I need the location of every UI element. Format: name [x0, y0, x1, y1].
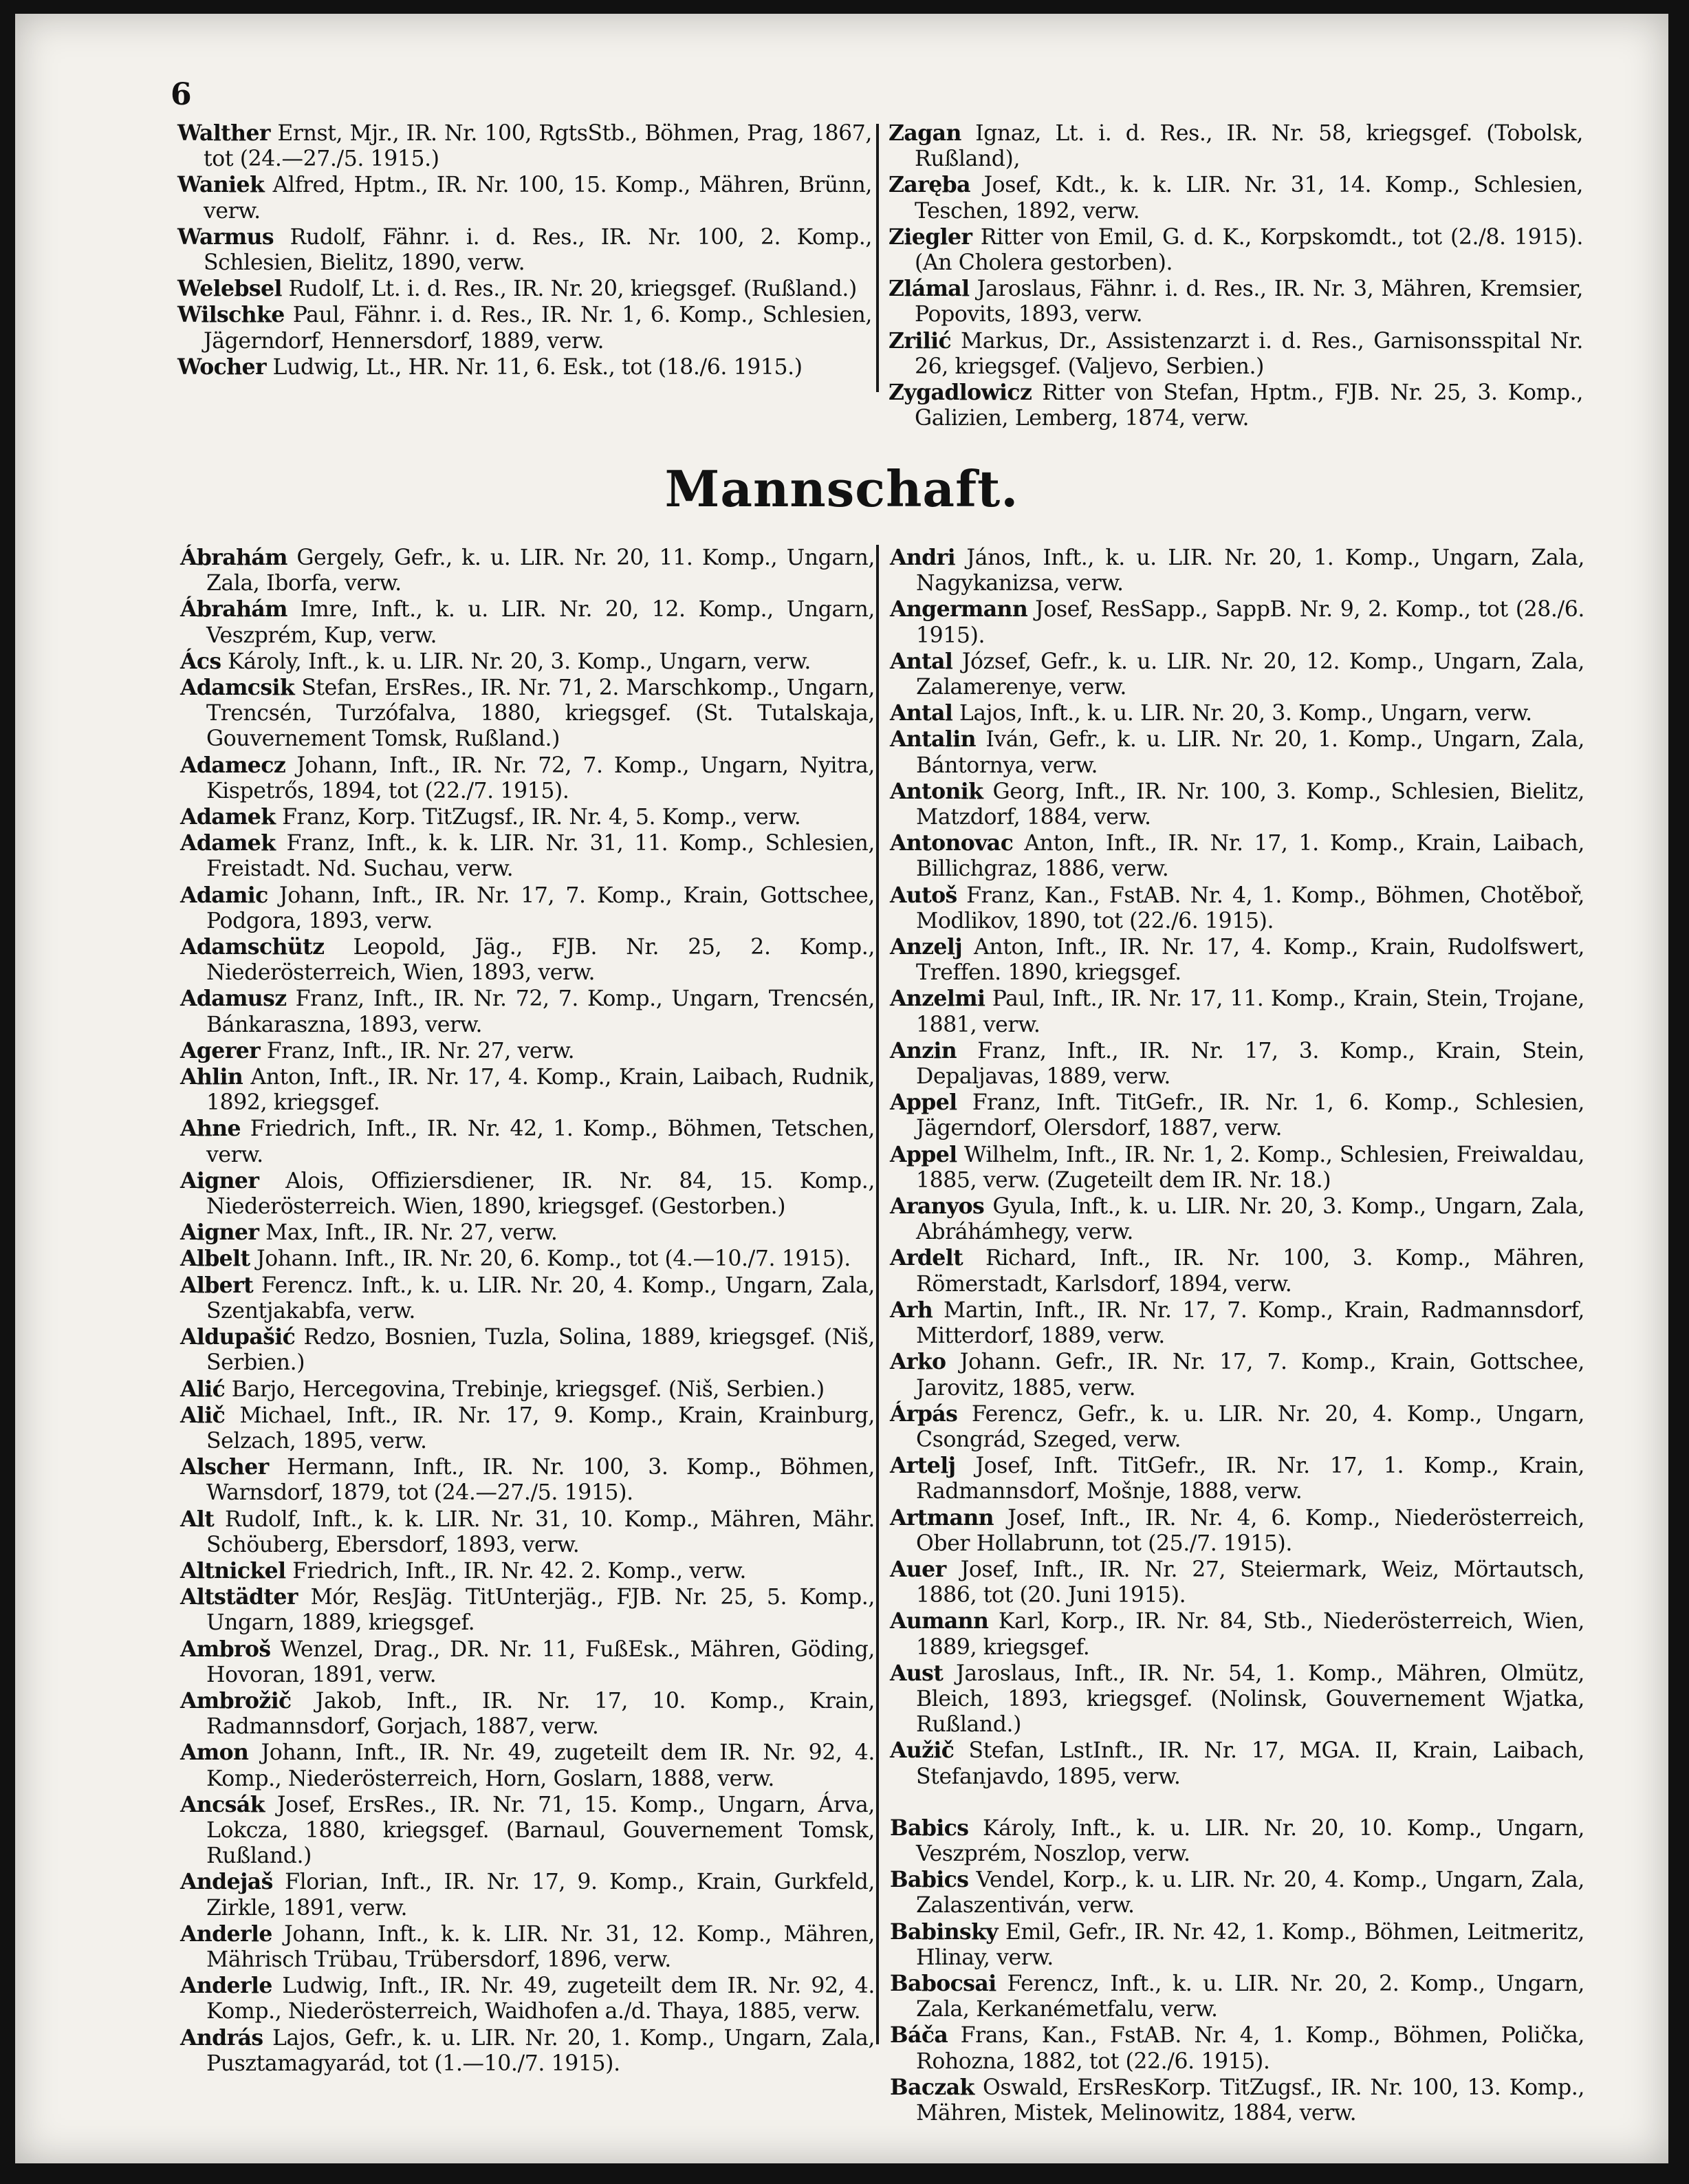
- entry-surname: Babinsky: [890, 1918, 998, 1945]
- entry-details: Markus, Dr., Assistenzarzt i. d. Res., Garnisonsspital Nr. 26, kriegsgef. (Valjevo, Serbien.): [915, 328, 1583, 379]
- entry-surname: Adamek: [180, 830, 276, 856]
- list-entry: [890, 1453, 1584, 1504]
- list-entry: [180, 545, 875, 596]
- list-entry: [180, 2025, 875, 2077]
- list-entry: [890, 1971, 1584, 2022]
- entry-details: Lajos, Inft., k. u. LIR. Nr. 20, 3. Komp., Ungarn, verw.: [952, 701, 1532, 726]
- entry-surname: Welebsel: [177, 276, 282, 302]
- entry-details: Wilhelm, Inft., IR. Nr. 1, 2. Komp., Schlesien, Freiwaldau, 1885, verw. (Zugeteilt dem IR. Nr. 18.): [916, 1142, 1584, 1193]
- list-entry: [180, 804, 875, 830]
- crew-column-left: [180, 545, 875, 2077]
- entry-surname: Appel: [890, 1090, 957, 1116]
- entry-details: Ignaz, Lt. i. d. Res., IR. Nr. 58, kriegsgef. (Tobolsk, Rußland),: [915, 121, 1583, 172]
- entry-surname: Alscher: [180, 1454, 269, 1480]
- list-entry: [890, 934, 1584, 986]
- entry-surname: Anderle: [180, 1973, 272, 1999]
- list-entry: [889, 276, 1583, 327]
- entry-details: Károly, Inft., k. u. LIR. Nr. 20, 10. Komp., Ungarn, Veszprém, Noszlop, verw.: [916, 1815, 1584, 1866]
- entry-surname: Aumann: [890, 1608, 989, 1634]
- entry-details: Franz, Inft., IR. Nr. 27, verw.: [260, 1038, 575, 1063]
- entry-surname: Albelt: [180, 1246, 250, 1272]
- entry-details: Alois, Offiziersdiener, IR. Nr. 84, 15. Komp., Niederösterreich. Wien, 1890, kriegsgef. (Gestorben.): [206, 1168, 875, 1220]
- entry-surname: Antal: [890, 700, 953, 726]
- list-entry: [177, 172, 872, 224]
- officers-column-right: [889, 120, 1583, 431]
- entry-details: Josef, ResSapp., SappB. Nr. 9, 2. Komp., tot (28./6. 1915).: [916, 597, 1584, 648]
- entry-details: Jaroslaus, Fähnr. i. d. Res., IR. Nr. 3, Mähren, Kremsier, Popovits, 1893, verw.: [915, 277, 1583, 327]
- list-entry: [180, 986, 875, 1037]
- entry-surname: Adamecz: [180, 752, 286, 778]
- crew-column-right: [890, 545, 1584, 2126]
- entry-details: Martin, Inft., IR. Nr. 17, 7. Komp., Krain, Radmannsdorf, Mitterdorf, 1889, verw.: [916, 1297, 1584, 1349]
- entry-details: Johann, Inft., k. k. LIR. Nr. 31, 12. Komp., Mähren, Mährisch Trübau, Trübersdorf, 1896, verw.: [206, 1921, 875, 1972]
- entry-details: Paul, Inft., IR. Nr. 17, 11. Komp., Krain, Stein, Trojane, 1881, verw.: [916, 986, 1584, 1037]
- entry-details: Franz, Korp. TitZugsf., IR. Nr. 4, 5. Komp., verw.: [275, 805, 801, 830]
- entry-surname: Aranyos: [890, 1193, 985, 1220]
- entry-details: Georg, Inft., IR. Nr. 100, 3. Komp., Schlesien, Bielitz, Matzdorf, 1884, verw.: [916, 779, 1584, 830]
- entry-details: Rudolf, Inft., k. k. LIR. Nr. 31, 10. Komp., Mähren, Mähr. Schöuberg, Ebersdorf, 1893, verw.: [206, 1506, 875, 1557]
- list-entry: [180, 1792, 875, 1870]
- entry-details: Anton, Inft., IR. Nr. 17, 4. Komp., Krain, Laibach, Rudnik, 1892, kriegsgef.: [206, 1065, 875, 1116]
- entry-surname: Árpás: [890, 1401, 958, 1427]
- entry-surname: Zlámal: [889, 276, 970, 302]
- entry-details: Franz, Inft. TitGefr., IR. Nr. 1, 6. Komp., Schlesien, Jägerndorf, Olersdorf, 1887, verw.: [916, 1090, 1584, 1141]
- list-entry: [890, 596, 1584, 648]
- entry-surname: Anzin: [890, 1037, 957, 1063]
- entry-details: Johann, Inft., IR. Nr. 49, zugeteilt dem IR. Nr. 92, 4. Komp., Niederösterreich, Horn, Goslarn, 1888, verw.: [206, 1740, 875, 1791]
- entry-surname: Zaręba: [889, 172, 970, 198]
- list-entry: [889, 120, 1583, 172]
- entry-surname: Ancsák: [180, 1791, 265, 1817]
- list-entry: [180, 1973, 875, 2024]
- list-entry: [890, 883, 1584, 934]
- entry-surname: Ábrahám: [180, 596, 287, 623]
- entry-surname: Zygadlowicz: [889, 380, 1032, 406]
- entry-details: Paul, Fähnr. i. d. Res., IR. Nr. 1, 6. Komp., Schlesien, Jägerndorf, Hennersdorf, 1889, verw.: [204, 303, 872, 354]
- entry-details: Ferencz, Inft., k. u. LIR. Nr. 20, 2. Komp., Ungarn, Zala, Kerkanémetfalu, verw.: [916, 1971, 1584, 2022]
- entry-surname: Andejaš: [180, 1869, 273, 1895]
- list-entry: [180, 1636, 875, 1688]
- column-divider-top: [876, 124, 879, 392]
- entry-details: Josef, Inft. TitGefr., IR. Nr. 17, 1. Komp., Krain, Radmannsdorf, Mošnje, 1888, verw.: [916, 1453, 1584, 1504]
- entry-surname: Baczak: [890, 2074, 974, 2100]
- list-entry: [180, 1740, 875, 1791]
- list-entry: [180, 1168, 875, 1220]
- list-entry: [180, 1324, 875, 1376]
- list-entry: [177, 354, 872, 380]
- list-entry: [180, 1558, 875, 1584]
- list-entry: [890, 1867, 1584, 1918]
- entry-details: Michael, Inft., IR. Nr. 17, 9. Komp., Krain, Krainburg, Selzach, 1895, verw.: [206, 1403, 875, 1453]
- list-entry: [890, 1505, 1584, 1557]
- entry-surname: Albert: [180, 1272, 254, 1298]
- entry-details: Stefan, ErsRes., IR. Nr. 71, 2. Marschkomp., Ungarn, Trencsén, Turzófalva, 1880, kriegsgef. (St. Tutalskaja, Gouvernement Tomsk, Rußland.): [206, 675, 875, 752]
- entry-surname: Altnickel: [180, 1557, 286, 1583]
- list-entry: [180, 1273, 875, 1324]
- list-entry: [890, 1401, 1584, 1453]
- list-entry: [890, 726, 1584, 778]
- list-entry: [180, 883, 875, 934]
- entry-details: Franz, Inft., IR. Nr. 72, 7. Komp., Ungarn, Trencsén, Bánkaraszna, 1893, verw.: [206, 986, 875, 1037]
- list-entry: [180, 1403, 875, 1454]
- entry-details: Franz, Inft., k. k. LIR. Nr. 31, 11. Komp., Schlesien, Freistadt. Nd. Suchau, verw.: [206, 831, 875, 882]
- list-entry: [890, 2022, 1584, 2074]
- list-entry: [180, 1454, 875, 1506]
- list-entry: [890, 700, 1584, 726]
- entry-surname: Babics: [890, 1815, 969, 1841]
- section-title: Mannschaft.: [664, 459, 1019, 518]
- entry-surname: Ahlin: [180, 1064, 243, 1090]
- list-entry: [889, 172, 1583, 224]
- entry-details: Ernst, Mjr., IR. Nr. 100, RgtsStb., Böhmen, Prag, 1867, tot (24.—27./5. 1915.): [204, 121, 872, 172]
- list-entry: [890, 1557, 1584, 1608]
- list-entry: [180, 934, 875, 986]
- entry-surname: Amon: [180, 1740, 249, 1766]
- entry-surname: Anzelmi: [890, 986, 985, 1012]
- list-entry: [889, 224, 1583, 276]
- entry-surname: Adamschütz: [180, 934, 325, 960]
- entry-details: Hermann, Inft., IR. Nr. 100, 3. Komp., Böhmen, Warnsdorf, 1879, tot (24.—27./5. 1915).: [206, 1455, 875, 1506]
- list-entry: [890, 1738, 1584, 1789]
- entry-surname: Aldupašić: [180, 1324, 296, 1350]
- list-entry: [180, 1220, 875, 1246]
- entry-details: Rudolf, Lt. i. d. Res., IR. Nr. 20, kriegsgef. (Rußland.): [281, 277, 857, 302]
- list-entry: [180, 753, 875, 804]
- entry-surname: Antalin: [890, 726, 976, 753]
- list-entry: [890, 830, 1584, 882]
- entry-details: Florian, Inft., IR. Nr. 17, 9. Komp., Krain, Gurkfeld, Zirkle, 1891, verw.: [206, 1870, 875, 1921]
- list-entry: [180, 830, 875, 882]
- entry-details: Redzo, Bosnien, Tuzla, Solina, 1889, kriegsgef. (Niš, Serbien.): [206, 1325, 875, 1376]
- entry-surname: Artelj: [890, 1453, 956, 1479]
- entry-surname: Adamusz: [180, 986, 287, 1012]
- entry-details: Alfred, Hptm., IR. Nr. 100, 15. Komp., Mähren, Brünn, verw.: [204, 173, 872, 224]
- list-entry: [177, 120, 872, 172]
- entry-details: Ferencz, Gefr., k. u. LIR. Nr. 20, 4. Komp., Ungarn, Csongrád, Szeged, verw.: [916, 1401, 1584, 1452]
- entry-surname: Wilschke: [177, 302, 285, 328]
- entry-details: Franz, Kan., FstAB. Nr. 4, 1. Komp., Böhmen, Chotěboř, Modlikov, 1890, tot (22./6. 1915).: [916, 883, 1584, 933]
- entry-surname: Anderle: [180, 1921, 272, 1947]
- entry-surname: András: [180, 2024, 263, 2051]
- document-page: [15, 14, 1668, 2163]
- entry-surname: Andri: [890, 545, 955, 570]
- entry-surname: Agerer: [180, 1037, 261, 1063]
- entry-details: Johann. Gefr., IR. Nr. 17, 7. Komp., Krain, Gottschee, Jarovitz, 1885, verw.: [916, 1350, 1584, 1401]
- list-entry: [890, 1193, 1584, 1245]
- entry-surname: Antonovac: [890, 830, 1014, 856]
- list-entry: [180, 675, 875, 753]
- entry-surname: Walther: [177, 120, 270, 146]
- entry-surname: Alić: [180, 1376, 226, 1402]
- entry-details: Oswald, ErsResKorp. TitZugsf., IR. Nr. 100, 13. Komp., Mähren, Mistek, Melinowitz, 1884, verw.: [916, 2075, 1584, 2126]
- entry-details: Ludwig, Lt., HR. Nr. 11, 6. Esk., tot (18./6. 1915.): [265, 354, 803, 380]
- entry-surname: Babocsai: [890, 1970, 996, 1996]
- entry-surname: Antonik: [890, 778, 983, 804]
- entry-details: Richard, Inft., IR. Nr. 100, 3. Komp., Mähren, Römerstadt, Karlsdorf, 1894, verw.: [916, 1246, 1584, 1297]
- entry-surname: Arko: [890, 1349, 946, 1375]
- entry-surname: Báča: [890, 2022, 948, 2048]
- entry-details: Jaroslaus, Inft., IR. Nr. 54, 1. Komp., Mähren, Olmütz, Bleich, 1893, kriegsgef. (Nolinsk, Gouvernement Wjatka, Rußland.): [916, 1661, 1584, 1738]
- list-entry: [890, 779, 1584, 830]
- entry-details: Vendel, Korp., k. u. LIR. Nr. 20, 4. Komp., Ungarn, Zala, Zalaszentiván, verw.: [916, 1868, 1584, 1918]
- entry-surname: Ábrahám: [180, 545, 287, 570]
- entry-details: Károly, Inft., k. u. LIR. Nr. 20, 3. Komp., Ungarn, verw.: [221, 649, 811, 674]
- entry-details: Max, Inft., IR. Nr. 27, verw.: [259, 1220, 558, 1246]
- list-entry: [889, 380, 1583, 431]
- entry-details: Leopold, Jäg., FJB. Nr. 25, 2. Komp., Niederösterreich, Wien, 1893, verw.: [206, 935, 875, 986]
- list-entry: [177, 224, 872, 276]
- list-entry: [180, 1116, 875, 1167]
- entry-details: Friedrich, Inft., IR. Nr. 42. 2. Komp., verw.: [285, 1558, 747, 1583]
- list-entry: [180, 1506, 875, 1558]
- entry-details: Josef, Kdt., k. k. LIR. Nr. 31, 14. Komp., Schlesien, Teschen, 1892, verw.: [915, 173, 1583, 224]
- entry-details: Johann. Inft., IR. Nr. 20, 6. Komp., tot (4.—10./7. 1915).: [250, 1246, 851, 1272]
- list-entry: [890, 2075, 1584, 2126]
- list-entry: [180, 1064, 875, 1116]
- entry-details: Johann, Inft., IR. Nr. 17, 7. Komp., Krain, Gottschee, Podgora, 1893, verw.: [206, 883, 875, 933]
- entry-details: Anton, Inft., IR. Nr. 17, 1. Komp., Krain, Laibach, Billichgraz, 1886, verw.: [916, 831, 1584, 882]
- list-entry: [890, 1919, 1584, 1971]
- list-entry: [890, 1608, 1584, 1660]
- entry-details: Jakob, Inft., IR. Nr. 17, 10. Komp., Krain, Radmannsdorf, Gorjach, 1887, verw.: [206, 1688, 875, 1740]
- list-entry: [890, 649, 1584, 700]
- entry-details: Lajos, Gefr., k. u. LIR. Nr. 20, 1. Komp., Ungarn, Zala, Pusztamagyarád, tot (1.—10./7. 1915).: [206, 2025, 875, 2076]
- entry-details: Ritter von Emil, G. d. K., Korpskomdt., tot (2./8. 1915). (An Cholera gestorben).: [915, 224, 1583, 276]
- entry-details: Rudolf, Fähnr. i. d. Res., IR. Nr. 100, 2. Komp., Schlesien, Bielitz, 1890, verw.: [204, 224, 872, 276]
- entry-surname: Anzelj: [890, 934, 963, 960]
- entry-details: Ludwig, Inft., IR. Nr. 49, zugeteilt dem IR. Nr. 92, 4. Komp., Niederösterreich, Waidhofen a./d. Thaya, 1885, verw.: [206, 1974, 875, 2024]
- list-entry: [180, 649, 875, 675]
- entry-surname: Arh: [890, 1297, 933, 1323]
- officers-column-left: [177, 120, 872, 380]
- entry-surname: Zagan: [889, 120, 961, 146]
- entry-surname: Alt: [180, 1506, 215, 1532]
- entry-details: Johann, Inft., IR. Nr. 72, 7. Komp., Ungarn, Nyitra, Kispetrős, 1894, tot (22./7. 1915).: [206, 753, 875, 803]
- entry-surname: Waniek: [177, 172, 265, 198]
- entry-surname: Wocher: [177, 354, 266, 380]
- entry-surname: Artmann: [890, 1504, 994, 1531]
- entry-details: Stefan, LstInft., IR. Nr. 17, MGA. II, Krain, Laibach, Stefanjavdo, 1895, verw.: [916, 1738, 1584, 1789]
- entry-surname: Alič: [180, 1402, 226, 1428]
- entry-surname: Ács: [180, 648, 221, 674]
- entry-surname: Adamcsik: [180, 675, 295, 701]
- entry-surname: Autoš: [890, 882, 957, 908]
- entry-details: Emil, Gefr., IR. Nr. 42, 1. Komp., Böhmen, Leitmeritz, Hlinay, verw.: [916, 1919, 1584, 1970]
- list-entry: [889, 328, 1583, 380]
- list-entry: [180, 1246, 875, 1272]
- entry-details: József, Gefr., k. u. LIR. Nr. 20, 12. Komp., Ungarn, Zala, Zalamerenye, verw.: [916, 649, 1584, 700]
- entry-surname: Altstädter: [180, 1584, 298, 1610]
- list-entry: [890, 1349, 1584, 1401]
- entry-surname: Antal: [890, 648, 953, 674]
- list-entry: [180, 1376, 875, 1403]
- list-entry: [890, 1661, 1584, 1738]
- list-entry: [890, 1245, 1584, 1297]
- entry-details: Josef, Inft., IR. Nr. 4, 6. Komp., Niederösterreich, Ober Hollabrunn, tot (25./7. 1915).: [916, 1505, 1584, 1556]
- entry-surname: Appel: [890, 1141, 957, 1167]
- entry-details: Franz, Inft., IR. Nr. 17, 3. Komp., Krain, Stein, Depaljavas, 1889, verw.: [916, 1038, 1584, 1090]
- entry-details: Frans, Kan., FstAB. Nr. 4, 1. Komp., Böhmen, Polička, Rohozna, 1882, tot (22./6. 1915).: [916, 2023, 1584, 2074]
- entry-details: Wenzel, Drag., DR. Nr. 11, FußEsk., Mähren, Göding, Hovoran, 1891, verw.: [206, 1636, 875, 1687]
- list-entry: [890, 1090, 1584, 1141]
- page-number: 6: [171, 77, 192, 112]
- list-entry: [180, 1584, 875, 1636]
- entry-details: Josef, ErsRes., IR. Nr. 71, 15. Komp., Ungarn, Árva, Lokcza, 1880, kriegsgef. (Barnaul, Gouvernement Tomsk, Rußland.): [206, 1792, 875, 1869]
- entry-surname: Ambrožič: [180, 1687, 292, 1713]
- entry-details: János, Inft., k. u. LIR. Nr. 20, 1. Komp., Ungarn, Zala, Nagykanizsa, verw.: [916, 545, 1584, 596]
- list-entry: [180, 1869, 875, 1921]
- entry-details: Ritter von Stefan, Hptm., FJB. Nr. 25, 3. Komp., Galizien, Lemberg, 1874, verw.: [915, 380, 1583, 431]
- entry-details: Gyula, Inft., k. u. LIR. Nr. 20, 3. Komp., Ungarn, Zala, Abráhámhegy, verw.: [916, 1194, 1584, 1245]
- entry-surname: Ziegler: [889, 224, 972, 250]
- list-entry: [180, 1921, 875, 1973]
- entry-surname: Ardelt: [890, 1245, 963, 1271]
- entry-details: Gergely, Gefr., k. u. LIR. Nr. 20, 11. Komp., Ungarn, Zala, Iborfa, verw.: [206, 545, 875, 596]
- entry-details: Mór, ResJäg. TitUnterjäg., FJB. Nr. 25, 5. Komp., Ungarn, 1889, kriegsgef.: [206, 1585, 875, 1636]
- entry-details: Imre, Inft., k. u. LIR. Nr. 20, 12. Komp., Ungarn, Veszprém, Kup, verw.: [206, 597, 875, 648]
- entry-surname: Aust: [890, 1660, 944, 1686]
- entry-details: Barjo, Hercegovina, Trebinje, kriegsgef. (Niš, Serbien.): [225, 1376, 825, 1402]
- entry-details: Josef, Inft., IR. Nr. 27, Steiermark, Weiz, Mörtautsch, 1886, tot (20. Juni 1915).: [916, 1557, 1584, 1608]
- entry-surname: Auer: [890, 1556, 946, 1582]
- list-entry: [180, 1688, 875, 1740]
- list-entry: [890, 545, 1584, 596]
- entry-surname: Angermann: [890, 596, 1028, 623]
- list-entry: [890, 1297, 1584, 1349]
- list-entry: [890, 1815, 1584, 1867]
- entry-surname: Ambroš: [180, 1636, 271, 1662]
- entry-surname: Adamek: [180, 804, 276, 830]
- list-entry: [177, 276, 872, 302]
- column-divider-bottom: [876, 545, 879, 2044]
- entry-details: Iván, Gefr., k. u. LIR. Nr. 20, 1. Komp., Ungarn, Zala, Bántornya, verw.: [916, 727, 1584, 778]
- list-entry: [890, 1038, 1584, 1090]
- entry-surname: Babics: [890, 1867, 969, 1893]
- entry-surname: Warmus: [177, 224, 274, 250]
- entry-surname: Adamic: [180, 882, 268, 908]
- entry-details: Friedrich, Inft., IR. Nr. 42, 1. Komp., Böhmen, Tetschen, verw.: [206, 1116, 875, 1167]
- list-entry: [177, 302, 872, 354]
- entry-details: Karl, Korp., IR. Nr. 84, Stb., Niederösterreich, Wien, 1889, kriegsgef.: [916, 1609, 1584, 1660]
- list-entry: [890, 986, 1584, 1037]
- list-entry: [180, 1038, 875, 1064]
- entry-surname: Aigner: [180, 1167, 259, 1193]
- entry-details: Anton, Inft., IR. Nr. 17, 4. Komp., Krain, Rudolfswert, Treffen. 1890, kriegsgef.: [916, 935, 1584, 986]
- entry-surname: Zrilić: [889, 327, 952, 354]
- entry-surname: Aužič: [890, 1738, 955, 1764]
- list-entry: [180, 596, 875, 648]
- entry-surname: Aigner: [180, 1220, 259, 1246]
- entry-surname: Ahne: [180, 1116, 241, 1142]
- list-entry: [890, 1142, 1584, 1193]
- entry-details: Ferencz. Inft., k. u. LIR. Nr. 20, 4. Komp., Ungarn, Zala, Szentjakabfa, verw.: [206, 1273, 875, 1323]
